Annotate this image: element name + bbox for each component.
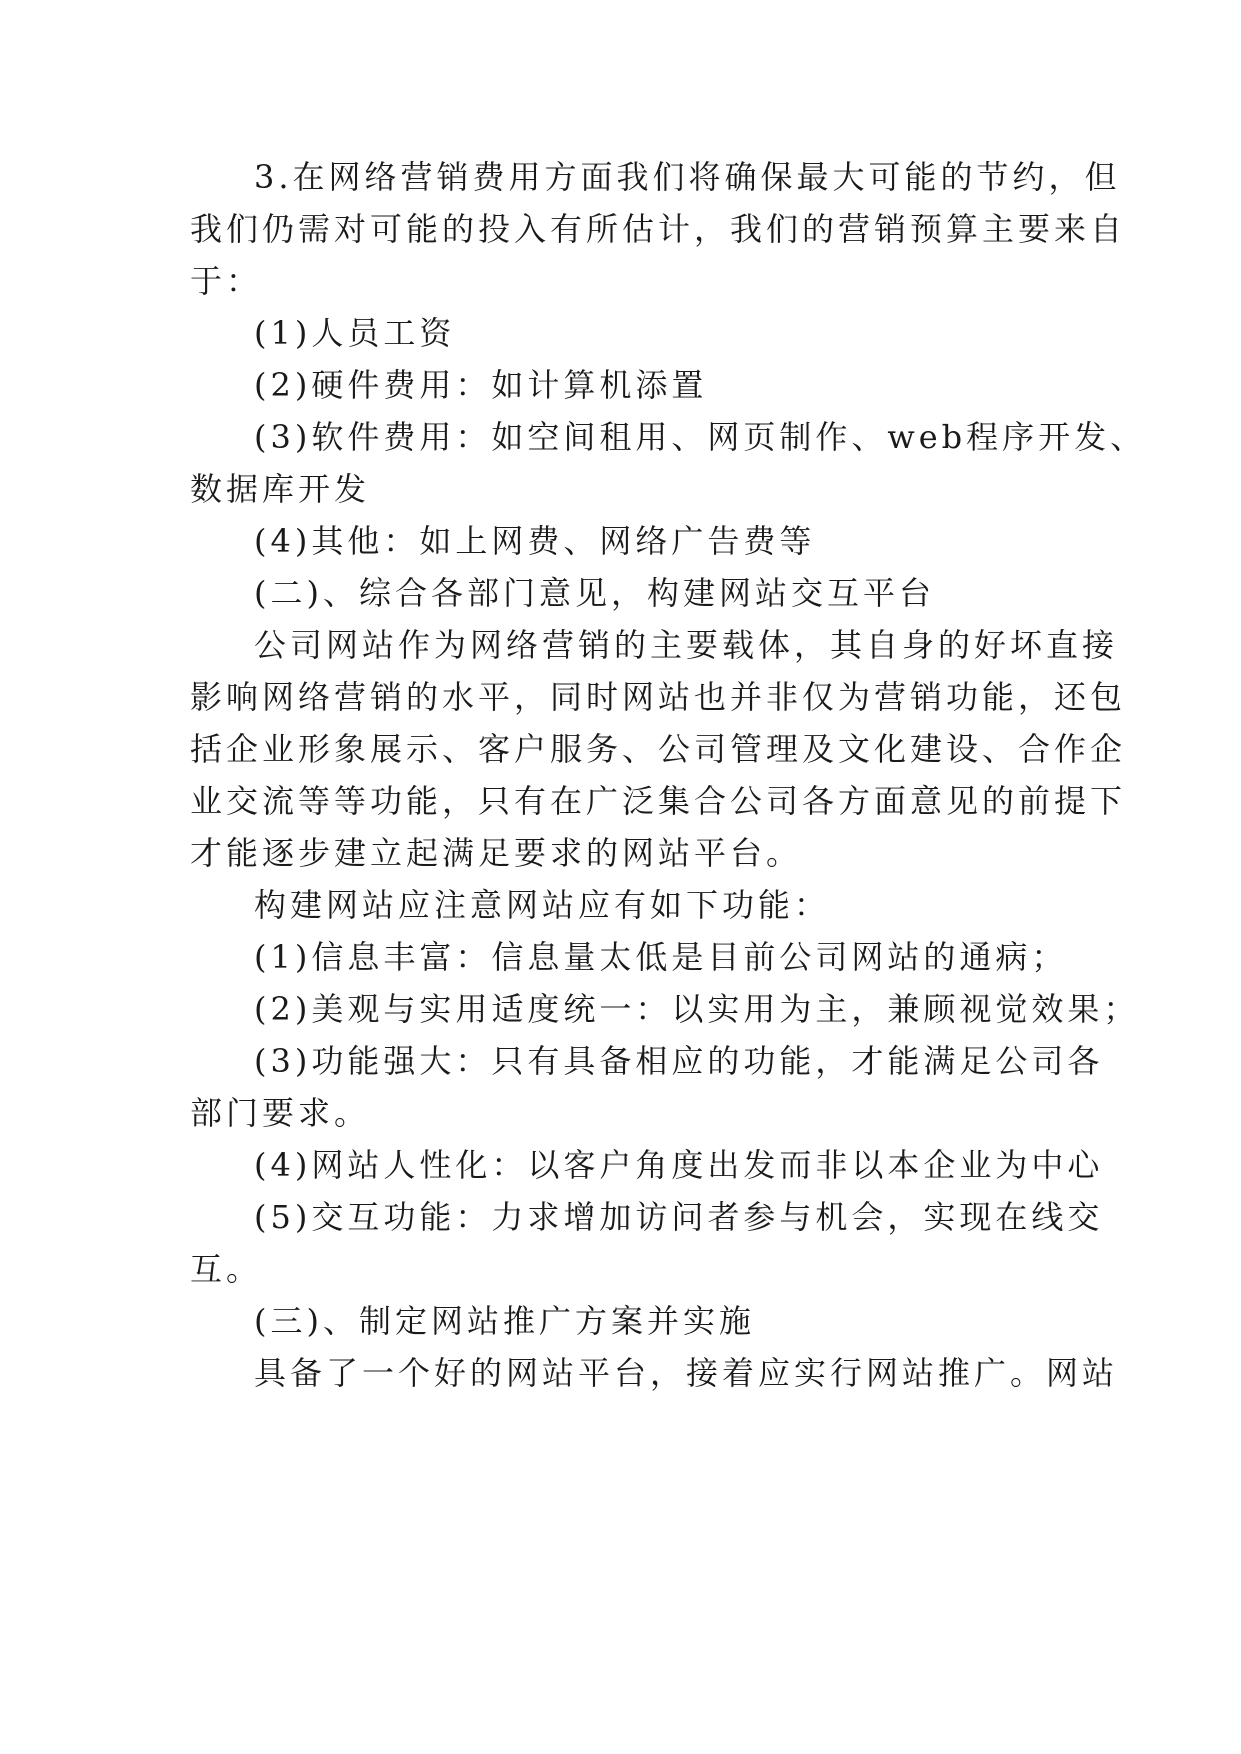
list-item-line: (4)其他：如上网费、网络广告费等 (254, 522, 816, 560)
paragraph-line: 才能逐步建立起满足要求的网站平台。 (190, 834, 803, 872)
list-item-line: 部门要求。 (190, 1094, 371, 1132)
list-item-line: (5)交互功能：力求增加访问者参与机会，实现在线交 (254, 1198, 1104, 1236)
paragraph-line: 业交流等等功能，只有在广泛集合公司各方面意见的前提下 (190, 782, 1127, 820)
paragraph-line: 3.在网络营销费用方面我们将确保最大可能的节约，但 (254, 158, 1121, 196)
list-item-line: (3)软件费用：如空间租用、网页制作、web程序开发、 (254, 418, 1147, 456)
list-item-line: (2)硬件费用：如计算机添置 (254, 366, 708, 404)
list-item-line: (2)美观与实用适度统一：以实用为主，兼顾视觉效果； (254, 990, 1140, 1028)
section-heading: (二)、综合各部门意见，构建网站交互平台 (254, 574, 935, 612)
list-item-line: (1)人员工资 (254, 314, 456, 352)
paragraph-line: 于： (190, 262, 263, 300)
paragraph-line: 括企业形象展示、客户服务、公司管理及文化建设、合作企 (190, 730, 1127, 768)
paragraph-line: 公司网站作为网络营销的主要载体，其自身的好坏直接 (254, 626, 1119, 664)
list-item-line: 数据库开发 (190, 470, 371, 508)
section-heading: (三)、制定网站推广方案并实施 (254, 1302, 755, 1340)
paragraph-line: 我们仍需对可能的投入有所估计，我们的营销预算主要来自 (190, 210, 1127, 248)
paragraph-line: 构建网站应注意网站应有如下功能： (254, 886, 831, 924)
paragraph-line: 影响网络营销的水平，同时网站也并非仅为营销功能，还包 (190, 678, 1127, 716)
list-item-line: (3)功能强大：只有具备相应的功能，才能满足公司各 (254, 1042, 1104, 1080)
paragraph-line: 具备了一个好的网站平台，接着应实行网站推广。网站 (254, 1354, 1119, 1392)
list-item-line: (4)网站人性化：以客户角度出发而非以本企业为中心 (254, 1146, 1104, 1184)
list-item-line: 互。 (190, 1250, 263, 1288)
list-item-line: (1)信息丰富：信息量太低是目前公司网站的通病； (254, 938, 1068, 976)
